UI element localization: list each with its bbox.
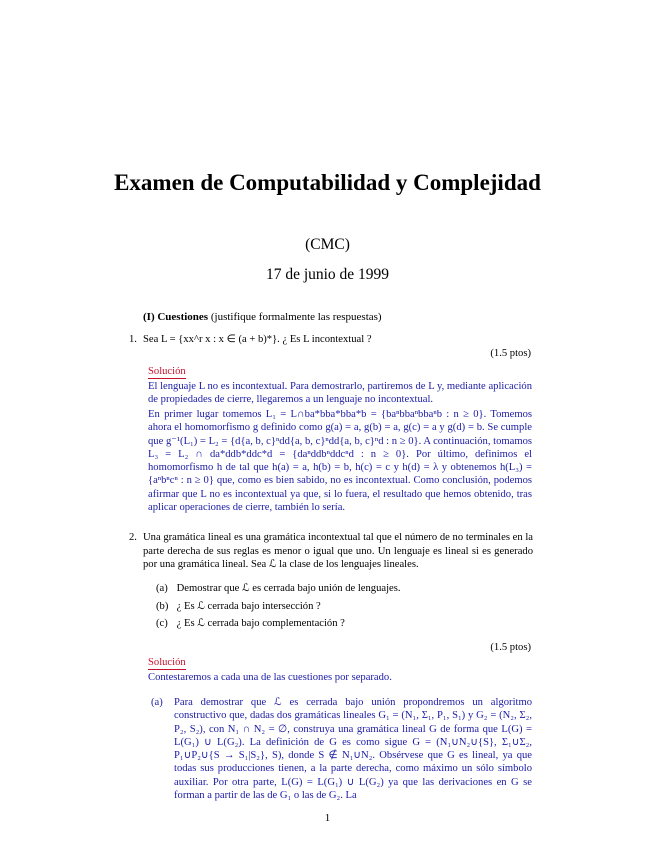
item-label: (c) [156, 618, 168, 629]
solution-part-text: Para demostrar que ℒ es cerrada bajo unión propondremos un algoritmo constructivo que, dadas dos gramáticas lineales G₁ = (N₁, Σ₁, P₁, S₁) y G₂ = (N₂, Σ₂, P₂, S₂), con N₁ ∩ N₂ = ∅, construya una gramática lineal G de forma que L(G) = L(G₁) ∪ L(G₂). La definición de G es como sigue G = (N₁∪N₂∪{S}, Σ₁∪Σ₂, P₁∪P₂∪{S → S₁|S₂}, S), donde S ∉ N₁∪N₂. Obsérvese que G es lineal, ya que todas sus producciones tienen, a la parte derecha, como máximo un sólo símbolo auxiliar. Por otra parte, L(G) = L(G₁) ∪ L(G₂) ya que las derivaciones en G se forman a partir de las de G₁ o las de G₂. La [174, 697, 532, 802]
item-text: ¿ Es ℒ cerrada bajo intersección ? [176, 601, 321, 612]
section-heading [143, 311, 382, 323]
solution-part-label: (a) [151, 697, 163, 708]
solution-part-a [152, 696, 532, 802]
section-label: (I) Cuestiones [143, 311, 209, 323]
item-text: Demostrar que ℒ es cerrada bajo unión de lenguajes. [176, 583, 401, 594]
question-text: Sea L = {xx^r x : x ∈ (a + b)*}. ¿ Es L incontextual ? [143, 334, 372, 345]
solution-label: Solución [148, 657, 186, 668]
question-item [156, 600, 321, 612]
question-number: 1. [129, 334, 137, 345]
question-item [156, 617, 345, 629]
solution-paragraph: El lenguaje L no es incontextual. Para demostrarlo, partiremos de L y, mediante aplicación de propiedades de cierre, llegaremos a un lenguaje no incontextual. [148, 381, 532, 406]
item-label: (b) [156, 601, 169, 612]
exam-title: Examen de Computabilidad y Complejidad [114, 170, 541, 195]
question-number: 2. [129, 532, 137, 543]
solution-label: Solución [148, 366, 186, 377]
solution-intro: Contestaremos a cada una de las cuestiones por separado. [148, 672, 392, 683]
question-1 [129, 333, 533, 347]
question-item [156, 582, 401, 594]
question-points: (1.5 ptos) [490, 642, 531, 653]
item-label: (a) [156, 583, 168, 594]
section-note: (justifique formalmente las respuestas) [210, 311, 382, 323]
question-points: (1.5 ptos) [490, 348, 531, 359]
question-2 [129, 531, 533, 572]
exam-date: 17 de junio de 1999 [265, 266, 390, 283]
question-text: Una gramática lineal es una gramática incontextual tal que el número de no terminales en la parte derecha de sus reglas es menor o igual que uno. Un lenguaje es lineal si es generado por una gramática lineal. Sea ℒ la clase de los lenguajes lineales. [143, 532, 533, 571]
course-abbreviation: (CMC) [305, 236, 350, 253]
page-number: 1 [324, 812, 331, 824]
item-text: ¿ Es ℒ cerrada bajo complementación ? [176, 618, 345, 629]
solution-paragraph: En primer lugar tomemos L₁ = L∩ba*bba*bba*b = {baⁿbbaⁿbbaⁿb : n ≥ 0}. Tomemos ahora el homomorfismo g definido como g(a) = a, g(b) = a, g(c) = a y g(d) = b. Se cumple que g⁻¹(L₁) = L₂ = {d{a, b, c}ⁿdd{a, b, c}ⁿdd{a, b, c}ⁿd : n ≥ 0}. A continuación, tomamos L₃ = L₂ ∩ da*ddb*ddc*d = {daⁿddbⁿddcⁿd : n ≥ 0}. Por último, definimos el homomorfismo h de tal que h(a) = a, h(b) = b, h(c) = c y h(d) = λ y obtenemos h(L₃) = {aⁿbⁿcⁿ : n ≥ 0} que, como es bien sabido, no es incontextual. Como conclusión, podemos afirmar que L no es incontextual ya que, si lo fuera, el resultado que hemos obtenido, tras aplicar operaciones de cierre, también lo sería. [148, 409, 532, 514]
